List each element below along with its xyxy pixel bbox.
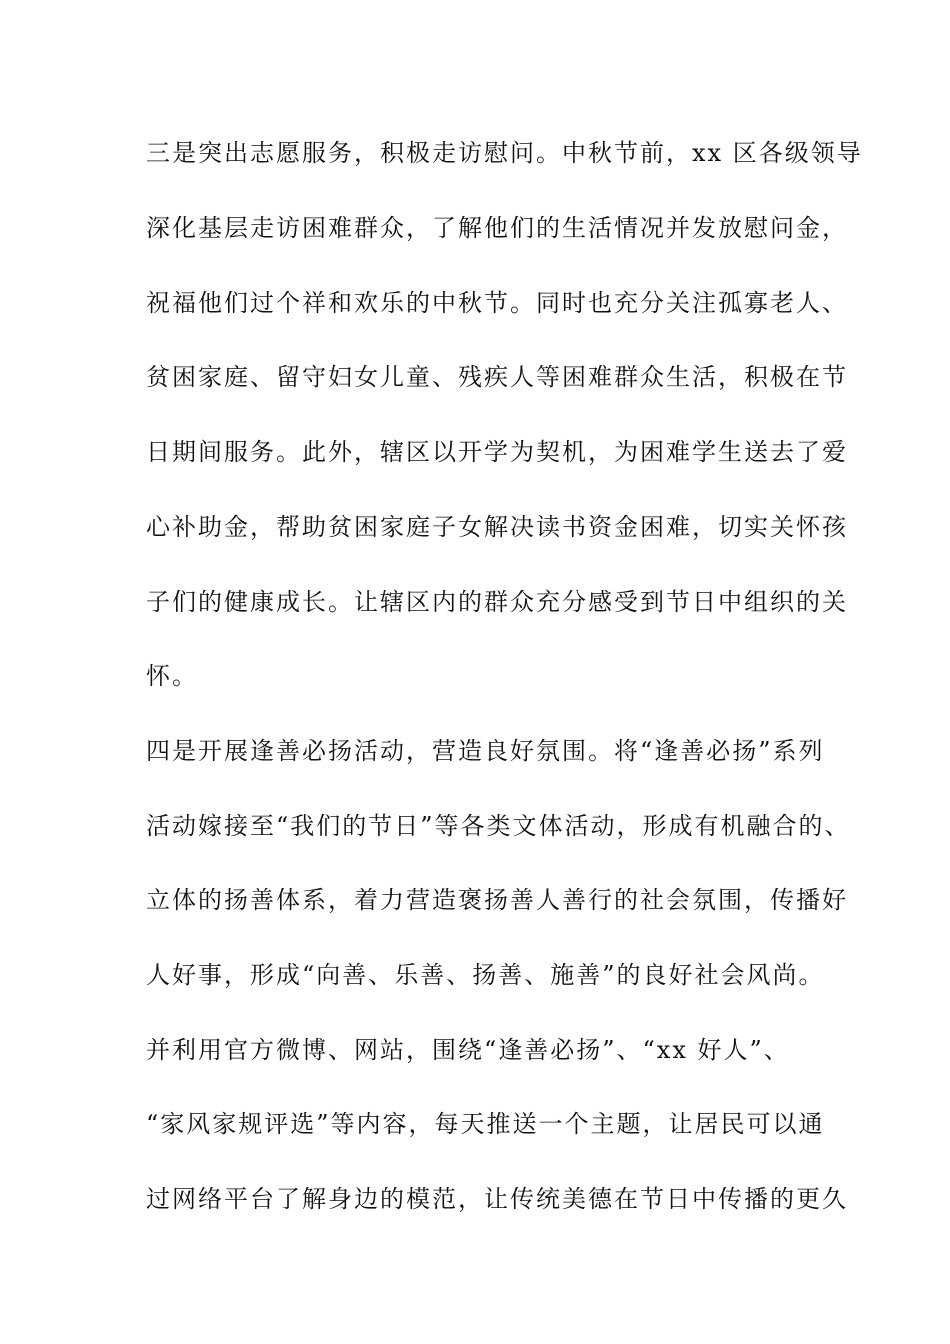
text-line: 心补助金，帮助贫困家庭子女解决读书资金困难，切实关怀孩 [146, 513, 848, 541]
text-line: 三是突出志愿服务，积极走访慰问。中秋节前，xx 区各级领导 [146, 139, 863, 167]
text-line: 子们的健康成长。让辖区内的群众充分感受到节日中组织的关 [146, 588, 848, 616]
text-line: 并利用官方微博、网站，围绕“逢善必扬”、“xx 好人”、 [146, 1036, 790, 1064]
text-line: 怀。 [146, 662, 198, 690]
text-line: 深化基层走访困难群众，了解他们的生活情况并发放慰问金， [146, 214, 848, 242]
text-line: 四是开展逢善必扬活动，营造良好氛围。将“逢善必扬”系列 [146, 737, 825, 765]
text-line: 人好事，形成“向善、乐善、扬善、施善”的良好社会风尚。 [146, 961, 825, 989]
text-line: 日期间服务。此外，辖区以开学为契机，为困难学生送去了爱 [146, 438, 848, 466]
text-line: 活动嫁接至“我们的节日”等各类文体活动，形成有机融合的、 [146, 812, 851, 840]
text-line: 过网络平台了解身边的模范，让传统美德在节日中传播的更久 [146, 1185, 848, 1213]
text-line: “家风家规评选”等内容，每天推送一个主题，让居民可以通 [146, 1110, 825, 1138]
text-line: 立体的扬善体系，着力营造褒扬善人善行的社会氛围，传播好 [146, 886, 848, 914]
text-line: 祝福他们过个祥和欢乐的中秋节。同时也充分关注孤寡老人、 [146, 289, 848, 317]
text-line: 贫困家庭、留守妇女儿童、残疾人等困难群众生活，积极在节 [146, 363, 848, 391]
